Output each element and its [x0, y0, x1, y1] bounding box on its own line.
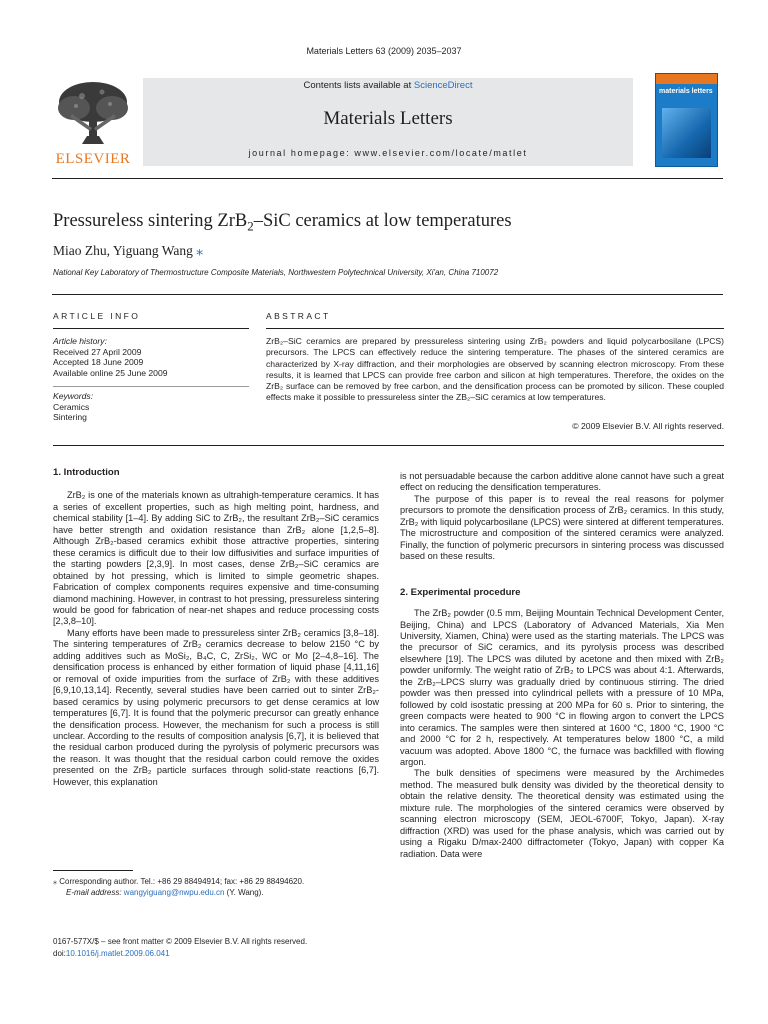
- journal-citation: Materials Letters 63 (2009) 2035–2037: [306, 46, 462, 56]
- cover-top-band: [656, 74, 717, 84]
- keywords: [53, 391, 93, 423]
- contents-line: [143, 80, 633, 91]
- title-subscript: 2: [247, 218, 254, 234]
- title-part: –SiC ceramics at low temperatures: [253, 211, 512, 231]
- accepted-date: Accepted 18 June 2009: [53, 357, 144, 368]
- corresponding-author-mark[interactable]: ⁎: [196, 243, 204, 258]
- keywords-label: Keywords:: [53, 391, 94, 401]
- publisher-logo-text: ELSEVIER: [55, 151, 131, 167]
- abstract-text: ZrB₂–SiC ceramics are prepared by pressureless sintering using ZrB₂ powders and liquid polycarbosilane (LPCS) precursors. The LPCS can effectively reduce the sintering temperature. The phases of the sintered ceramics are characterized by X-ray diffraction, and their morphologies are observed by scanning electron microscopy. From these results, it is learned that LPCS can provide free carbon and silicon at high temperatures. Therefore, the oxides on the ZrB₂ surface can be removed by free carbon, and the densification process can be promoted by silicon. These coupled effects make it possible to pressureless sinter the ZB₂–SiC ceramics at low temperatures.: [266, 336, 724, 403]
- paragraph: The ZrB₂ powder (0.5 mm, Beijing Mountain Technical Development Center, Beijing, China) and LPCS (Laboratory of Advanced Materials, Xia Men University, Xiamen, China) were used as the starting materials. The LPCS was the precursor of SiC ceramics, and its pyrolysis process was described elsewhere [19]. The LPCS was diluted by acetone and then mixed with ZrB₂ powder uniformly. The weight ratio of ZrB₂ to LPCS was about 4:1. Afterwards, the ZrB₂–LPCS slurry was gradually dried by continuous stirring. The dried powder was then pressed into cylindrical pellets with a pressure of 10 MPa, followed by cold isostatic pressing at 200 MPa for 60 s. Prior to sintering, the green compacts were heated to 900 °C in flowing argon to convert the LPCS into ceramics. The samples were then sintered at 1600 °C, 1800 °C, 1900 °C and 2000 °C for 2 h, respectively. At temperatures below 1800 °C, a mild vacuum was adopted. Above 1800 °C, the furnace was backfilled with flowing argon.: [400, 608, 724, 767]
- author-affiliation: National Key Laboratory of Thermostructure Composite Materials, Northwestern Polytechnical University, Xi'an, China 710072: [53, 268, 499, 277]
- article-history: [53, 336, 168, 378]
- abstract-heading: ABSTRACT: [266, 311, 331, 321]
- journal-homepage[interactable]: journal homepage: www.elsevier.com/locate/matlet: [248, 148, 528, 158]
- paragraph: The bulk densities of specimens were measured by the Archimedes method. The measured bulk density was divided by the theoretical density to obtain the relative density. The theoretical density was estimated using the mixture rule. The morphologies of the sintered ceramics were observed by scanning electron microscopy (SEM, JEOL-6700F, Tokyo, Japan). X-ray diffraction (XRD) was used for the phase analysis, which was carried out by using a Rigaku D/max-2400 diffractometer (Tokyo, Japan) with copper Ka radiation. Data were: [400, 768, 724, 859]
- article-authors: [53, 243, 203, 259]
- article-info-rule: [53, 328, 249, 329]
- front-matter-rule: [53, 445, 724, 446]
- abstract-rule: [266, 328, 724, 329]
- left-column: [53, 467, 379, 788]
- author-email-link[interactable]: wangyiguang@nwpu.edu.cn: [123, 888, 225, 897]
- sciencedirect-link[interactable]: ScienceDirect: [413, 80, 473, 91]
- header-rule: [52, 178, 723, 179]
- abstract-copyright: © 2009 Elsevier B.V. All rights reserved.: [572, 421, 724, 431]
- history-label: Article history:: [53, 336, 107, 346]
- article-info-heading: ARTICLE INFO: [53, 311, 141, 321]
- footnote-rule: [53, 870, 133, 871]
- keyword-item: Ceramics: [53, 401, 90, 412]
- paragraph: ZrB₂ is one of the materials known as ultrahigh-temperature ceramics. It has a series of excellent properties, such as high melting point, hardness, and chemical stability [1–4]. By adding SiC to ZrB₂, the resultant ZrB₂–SiC ceramics have better strength and oxidation resistance than ZrB₂ alone [1,2,5–8]. Although ZrB₂-based ceramics exhibit those attractive properties, sintering these ceramics is difficult due to their low diffusivities and surface impurities of the starting powders [2,3,9]. In most cases, dense ZrB₂–SiC ceramics are obtained by hot pressing, which is limited to simple geometric shapes. Fabrication of complex components requires expensive and time-consuming diamond machining. However, in contrast to hot pressing, pressureless sintering would be good for fabrication of near-net shapes and reduce processing costs [2,3,8–10].: [53, 490, 379, 627]
- right-column: [400, 471, 724, 860]
- contents-prefix: Contents lists available at: [303, 80, 414, 91]
- paragraph: The purpose of this paper is to reveal the real reasons for polymer precursors to promote the densification process of ZrB₂ ceramics. In this study, ZrB₂ with liquid polycarbosilane (LPCS) were sintered at different temperatures. The microstructure and composition of the sintered ceramics were analyzed. Finally, the function of polymeric precursors in sintering process was discussed based on these results.: [400, 493, 724, 562]
- keyword-item: Sintering: [53, 412, 87, 423]
- section-heading-introduction: 1. Introduction: [53, 467, 120, 478]
- paragraph: Many efforts have been made to pressureless sinter ZrB₂ ceramics [3,8–18]. The sintering temperatures of ZrB₂ ceramics decrease to below 2150 °C by adding additives such as MoSi₂, B₄C, C, ZrSi₂, WC or Mo [2–4,8–16]. The densification process is enhanced by either formation of liquid phase [4,11,16] or removal of oxide impurities from the surface of ZrB₂ with these additives [6,9,10,13,14]. Recently, several studies have been carried out to sinter ZrB₂-based ceramics by using polymeric precursors to get dense ceramics at low temperatures [6,7]. It is found that the polymeric precursor can greatly enhance the densification process. However, the mechanism for such a process is still unclear. According to the results of composition analysis [6,7], it is believed that the residual carbon produced during the pyrolysis of polymeric precursors was the reason. It was thought that the residual carbon could remove the oxides presented on the ZrB₂ particle surfaces through solid-state reactions [6,7]. However, this explanation: [53, 627, 379, 787]
- cover-image: [662, 108, 711, 158]
- doi-line: [53, 949, 170, 959]
- author-names: Miao Zhu, Yiguang Wang: [53, 243, 193, 258]
- email-label: E-mail address:: [66, 888, 124, 897]
- online-date: Available online 25 June 2009: [53, 367, 168, 378]
- email-suffix: (Y. Wang).: [224, 888, 264, 897]
- journal-name: Materials Letters: [323, 108, 453, 129]
- title-rule: [52, 294, 723, 295]
- received-date: Received 27 April 2009: [53, 346, 142, 357]
- doi-label: doi:: [53, 949, 66, 958]
- journal-cover-thumbnail: [655, 73, 718, 167]
- doi-link[interactable]: 10.1016/j.matlet.2009.06.041: [65, 949, 170, 958]
- cover-title: materials letters: [659, 88, 713, 95]
- issn-line: 0167-577X/$ – see front matter © 2009 Elsevier B.V. All rights reserved.: [53, 937, 308, 946]
- article-title: [53, 211, 512, 232]
- email-footnote: [66, 888, 264, 898]
- corresponding-author-footnote: ⁎ Corresponding author. Tel.: +86 29 88494914; fax: +86 29 88494620.: [53, 877, 305, 886]
- info-divider: [53, 386, 249, 387]
- section-heading-experimental: 2. Experimental procedure: [400, 586, 521, 598]
- title-part: Pressureless sintering ZrB: [53, 211, 248, 231]
- paragraph: is not persuadable because the carbon additive alone cannot have such a great effect on reducing the densification temperatures.: [400, 471, 724, 493]
